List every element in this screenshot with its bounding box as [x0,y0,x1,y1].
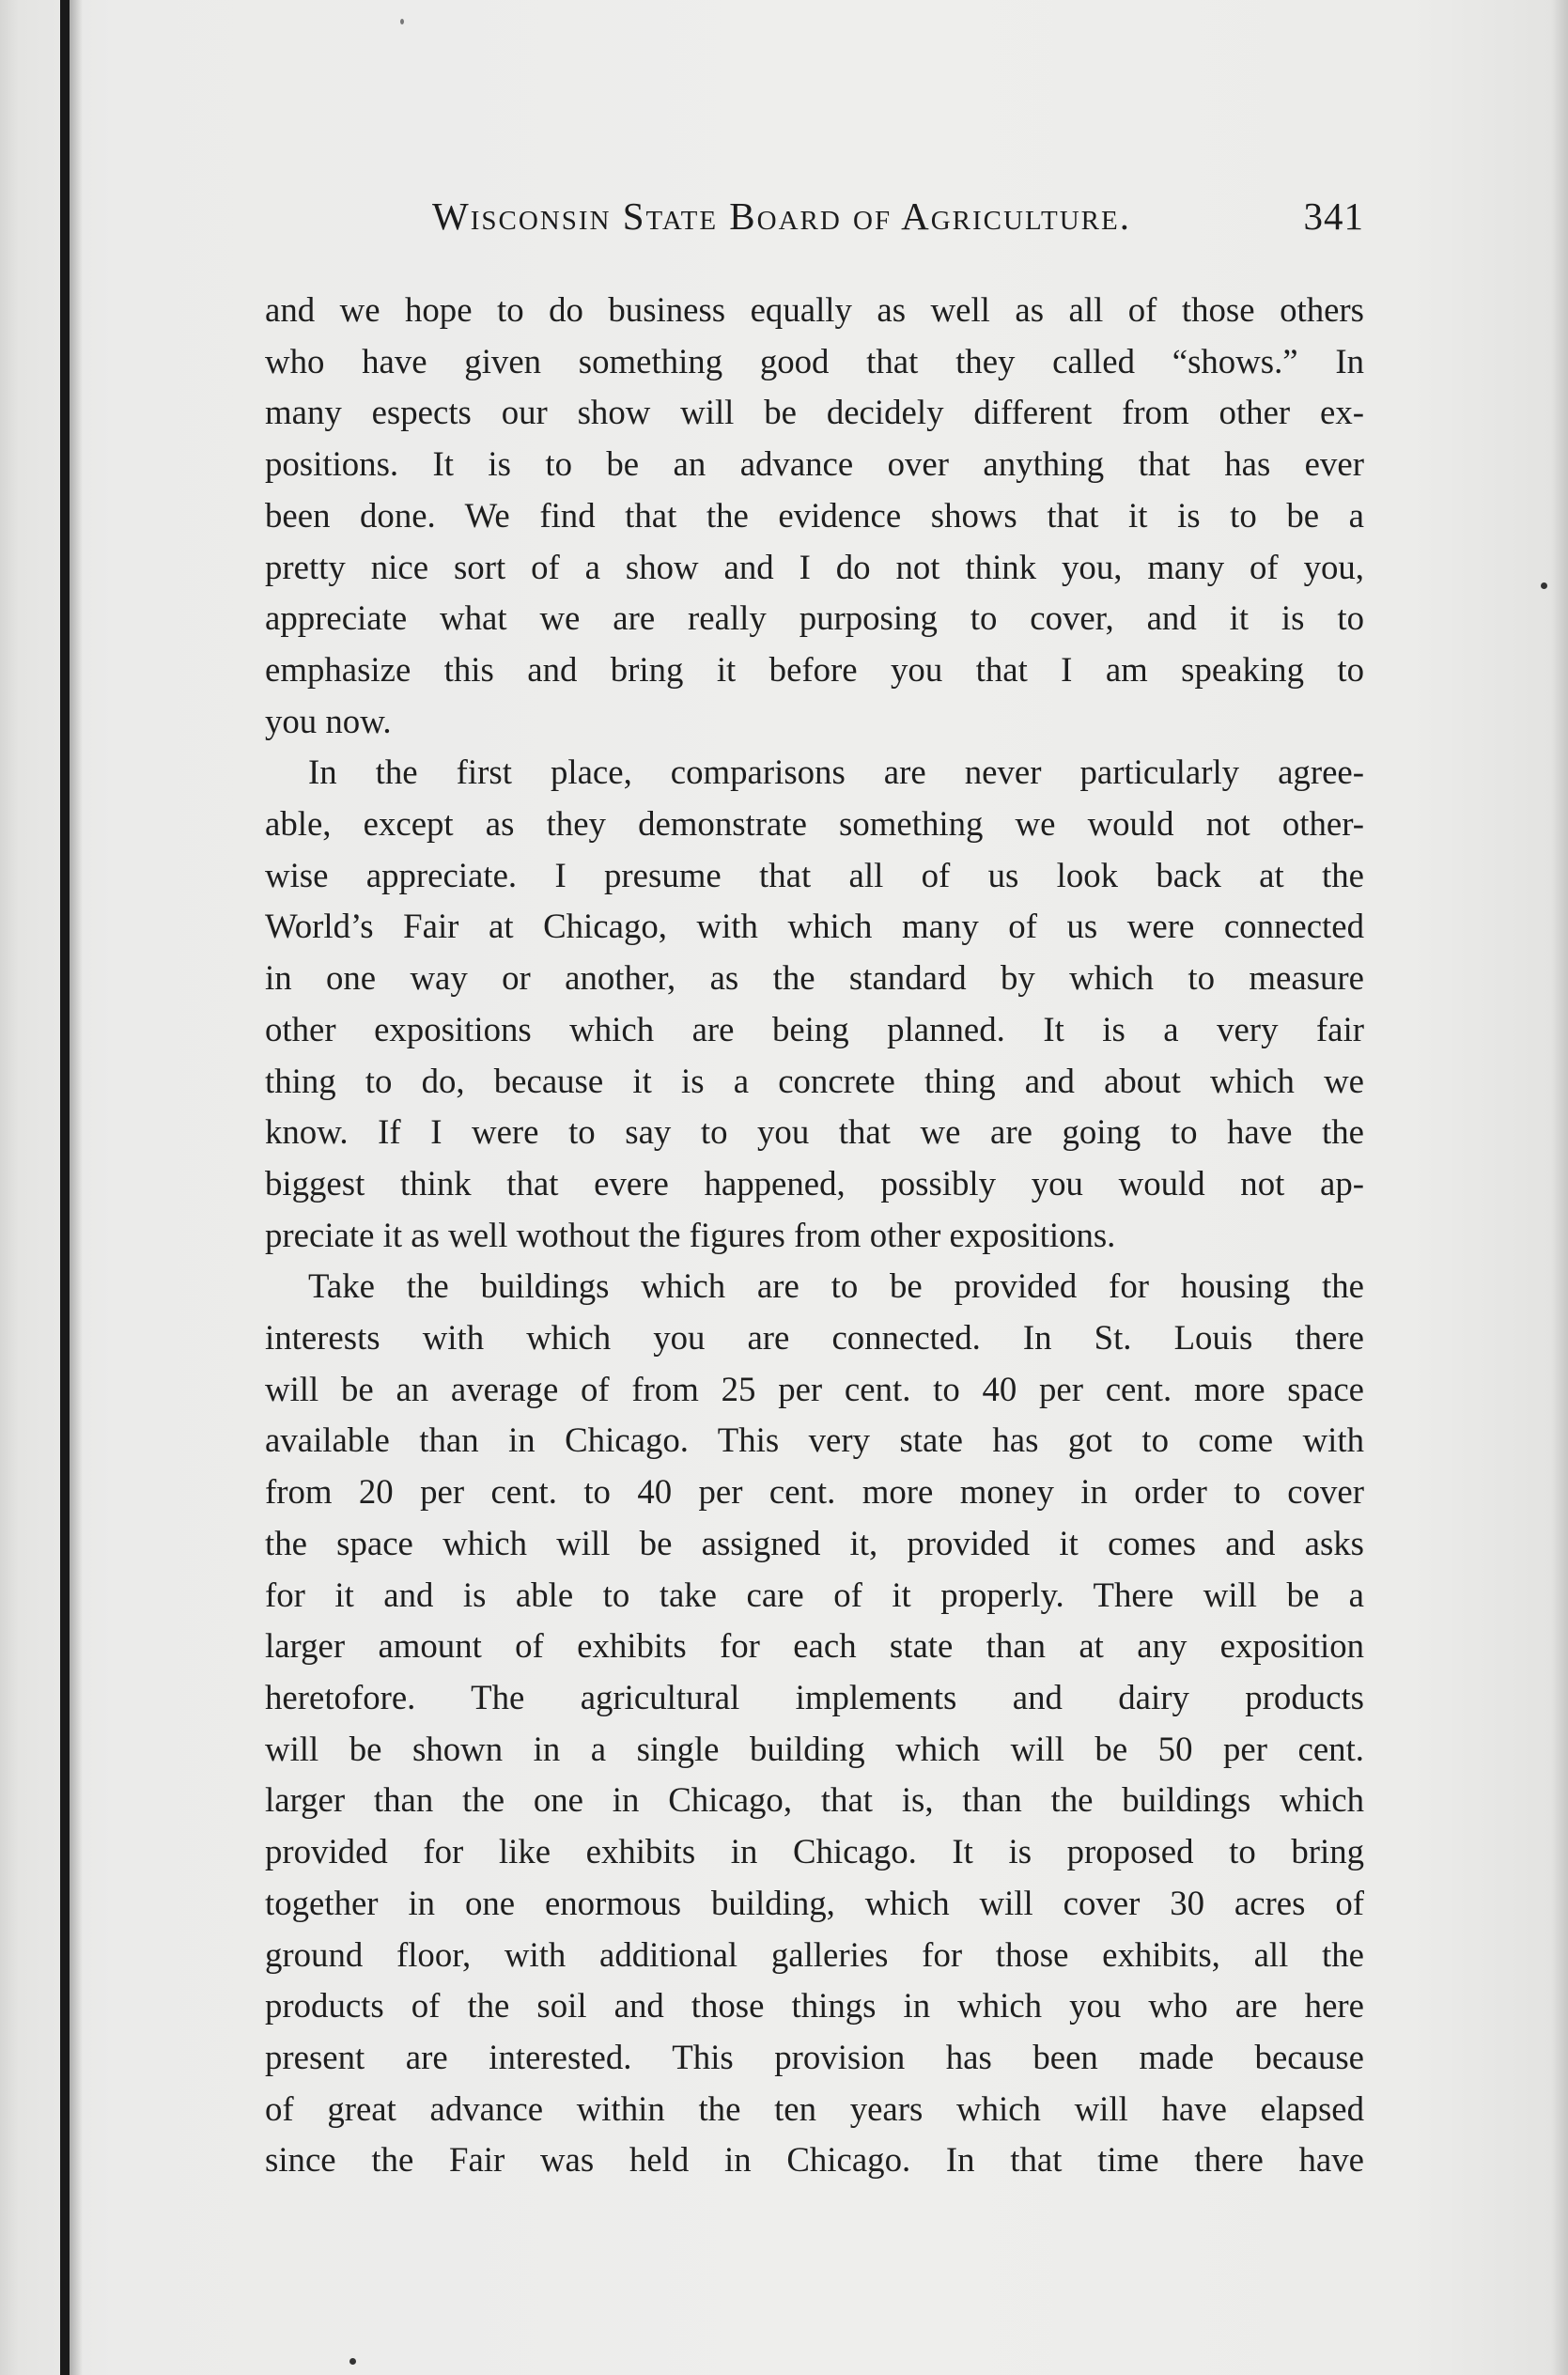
paragraph [265,747,1364,1261]
text-line: for it and is able to take care of it properly. There will be a [265,1575,1364,1614]
text-line: positions. It is to be an advance over anything that has ever [265,444,1364,484]
text-line: World’s Fair at Chicago, with which many of us were connected [265,907,1364,946]
text-line: available than in Chicago. This very state has got to come with [265,1420,1364,1460]
text-line: present are interested. This provision has been made because [265,2037,1364,2076]
text-line: appreciate what we are really purposing to cover, and it is to [265,598,1364,638]
paragraph [265,1261,1364,2186]
text-line: able, except as they demonstrate something we would not other- [265,804,1364,844]
text-line: larger than the one in Chicago, that is, than the buildings which [265,1780,1364,1820]
scan-speck [1541,582,1547,589]
book-binding-edge [60,0,70,2375]
body-text [265,285,1364,2186]
text-line: ground floor, with additional galleries for those exhibits, all the [265,1934,1364,1974]
text-line: you now. [265,701,392,740]
text-line: of great advance within the ten years which will have elapsed [265,2088,1364,2128]
text-line: will be an average of from 25 per cent. to 40 per cent. more space [265,1369,1364,1408]
text-line: wise appreciate. I presume that all of us look back at the [265,855,1364,894]
text-line: thing to do, because it is a concrete thing and about which we [265,1061,1364,1100]
text-line: pretty nice sort of a show and I do not think you, many of you, [265,547,1364,586]
text-line: Take the buildings which are to be provided for housing the [308,1266,1364,1306]
running-title: Wisconsin State Board of Agriculture. [432,194,1131,238]
text-line: interests with which you are connected. In St. Louis there [265,1318,1364,1358]
text-line: in one way or another, as the standard by which to measure [265,958,1364,998]
page-number: 341 [1303,194,1364,238]
text-line: who have given something good that they called “shows.” In [265,341,1364,380]
text-line: provided for like exhibits in Chicago. It is proposed to bring [265,1832,1364,1871]
scan-speck [400,19,404,24]
text-line: the space which will be assigned it, provided it comes and asks [265,1523,1364,1562]
text-line: biggest think that evere happened, possibly you would not ap- [265,1163,1364,1203]
page-edge-shadow [1551,0,1568,2375]
text-line: from 20 per cent. to 40 per cent. more money in order to cover [265,1472,1364,1512]
text-line: been done. We find that the evidence shows that it is to be a [265,495,1364,535]
text-line: products of the soil and those things in which you who are here [265,1986,1364,2026]
text-line: since the Fair was held in Chicago. In that time there have [265,2140,1364,2180]
text-line: many espects our show will be decidely different from other ex- [265,393,1364,432]
text-line: In the first place, comparisons are never particularly agree- [308,753,1364,792]
text-line: preciate it as well wothout the figures from other expositions. [265,1215,1116,1254]
text-line: other expositions which are being planned. It is a very fair [265,1009,1364,1048]
text-line: heretofore. The agricultural implements and dairy products [265,1677,1364,1716]
text-line: will be shown in a single building which will be 50 per cent. [265,1729,1364,1768]
text-line: together in one enormous building, which will cover 30 acres of [265,1883,1364,1922]
scan-speck [349,2358,356,2365]
binding-shadow [70,0,83,2375]
text-line: larger amount of exhibits for each state than at any exposition [265,1626,1364,1666]
paragraph [265,285,1364,747]
text-line: know. If I were to say to you that we are going to have the [265,1112,1364,1152]
text-line: and we hope to do business equally as well as all of those others [265,290,1364,329]
page-header [265,194,1364,250]
text-line: emphasize this and bring it before you that I am speaking to [265,649,1364,689]
